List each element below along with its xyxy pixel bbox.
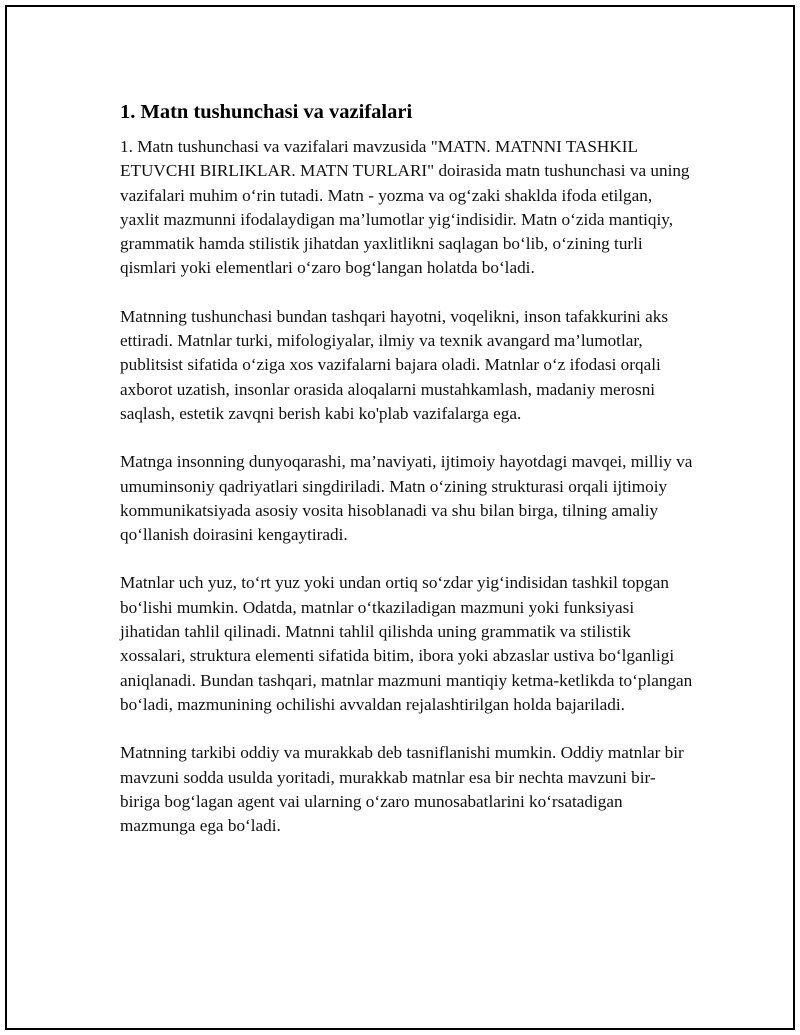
paragraph-2: Matnning tushunchasi bundan tashqari hayotni, voqelikni, inson tafakkurini aks ettiradi. Matnlar turki, mifologiyalar, ilmiy va texnik avangard ma’lumotlar, publitsist sifatida o‘ziga xos vazifalarni bajara oladi. Matnlar o‘z ifodasi orqali axborot uzatish, insonlar orasida aloqalarni mustahkamlash, madaniy merosni saqlash, estetik zavqni berish kabi ko'plab vazifalarga ega. (120, 306, 669, 423)
section-heading: 1. Matn tushunchasi va vazifalari (120, 101, 413, 123)
paragraph-3: Matnga insonning dunyoqarashi, ma’naviyati, ijtimoiy hayotdagi mavqei, milliy va umuminsoniy qadriyatlari singdiriladi. Matn o‘zining strukturasi orqali ijtimoiy kommunikatsiyada asosiy vosita hisoblanadi va shu bilan birga, tilning amaliy qo‘llanish doirasini kengaytiradi. (120, 452, 693, 545)
document-body (120, 99, 695, 862)
page-frame (5, 5, 795, 1030)
paragraph-5: Matnning tarkibi oddiy va murakkab deb tasniflanishi mumkin. Oddiy matnlar bir mavzuni sodda usulda yoritadi, murakkab matnlar esa bir nechta mavzuni bir-biriga bog‘lagan agent vai ularning o‘zaro munosabatlarini ko‘rsatadigan mazmunga ega bo‘ladi. (120, 743, 684, 836)
paragraph-4: Matnlar uch yuz, to‘rt yuz yoki undan ortiq so‘zdar yig‘indisidan tashkil topgan bo‘lishi mumkin. Odatda, matnlar o‘tkaziladigan mazmuni yoki funksiyasi jihatidan tahlil qilinadi. Matnni tahlil qilishda uning grammatik va stilistik xossalari, struktura elementi sifatida bitim, ibora yoki abzaslar ustiva bo‘lganligi aniqlanadi. Bundan tashqari, matnlar mazmuni mantiqiy ketma-ketlikda to‘plangan bo‘ladi, mazmunining ochilishi avvaldan rejalashtirilgan holda bajariladi. (120, 573, 693, 714)
paragraph-1: 1. Matn tushunchasi va vazifalari mavzusida "MATN. MATNNI TASHKIL ETUVCHI BIRLIKLAR. MATN TURLARI" doirasida matn tushunchasi va uning vazifalari muhim o‘rin tutadi. Matn - yozma va og‘zaki shaklda ifoda etilgan, yaxlit mazmunni ifodalaydigan ma’lumotlar yig‘indisidir. Matn o‘zida mantiqiy, grammatik hamda stilistik jihatdan yaxlitlikni saqlagan bo‘lib, o‘zining turli qismlari yoki elementlari o‘zaro bog‘langan holatda bo‘ladi. (120, 137, 690, 278)
